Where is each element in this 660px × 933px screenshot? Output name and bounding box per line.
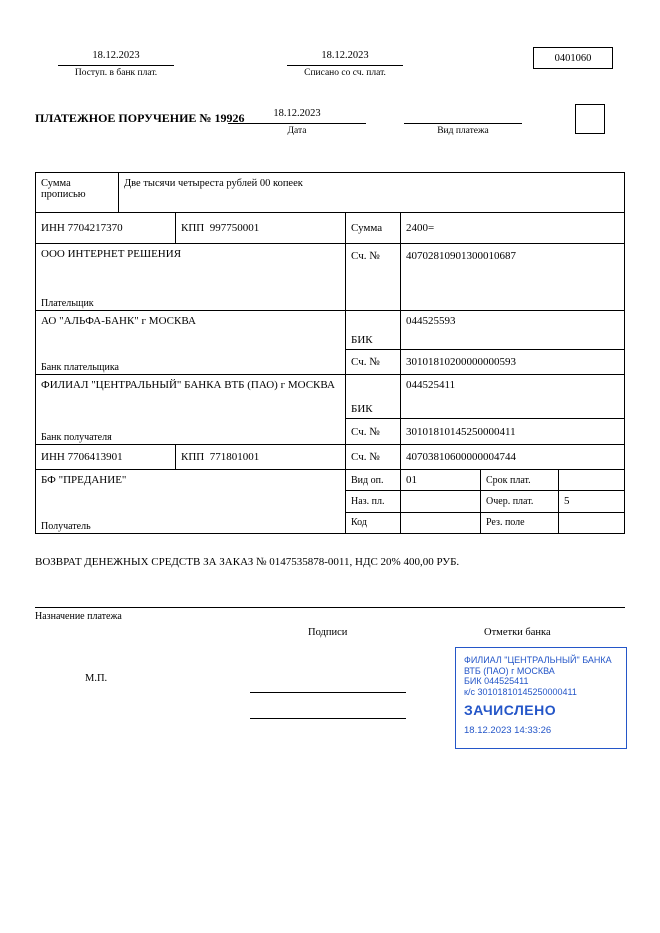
payment-form-table — [35, 172, 625, 534]
stamp-place-label: М.П. — [85, 673, 108, 684]
payer-bank-row — [36, 311, 624, 375]
payment-kind-value — [404, 108, 522, 124]
payee-cell — [36, 470, 346, 533]
signature-line-1 — [250, 692, 406, 693]
op-kind-label: Вид оп. — [346, 470, 401, 490]
payee-inn: ИНН 7706413901 — [36, 445, 176, 469]
payment-term-label: Срок плат. — [481, 470, 559, 490]
payee-bank-details — [346, 375, 624, 444]
payee-row — [36, 470, 624, 533]
payee-account: 40703810600000004744 — [406, 451, 516, 463]
payee-bank-row — [36, 375, 624, 445]
received-date-label: Поступ. в банк плат. — [74, 68, 158, 78]
payee-bank-account-label: Сч. № — [346, 419, 401, 444]
payer-bank-account: 30101810200000000593 — [406, 356, 516, 368]
signature-line-2 — [250, 718, 406, 719]
payer-bank-details — [346, 311, 624, 374]
payer-account: 40702810901300010687 — [406, 250, 516, 262]
purpose-code-subrow — [346, 491, 624, 512]
document-date-value: 18.12.2023 — [228, 108, 366, 124]
payee-kpp: КПП 771801001 — [176, 445, 346, 469]
payer-bank-bik-subrow — [346, 311, 624, 350]
payer-bank-cell — [36, 311, 346, 374]
payer-bank-account-label: Сч. № — [346, 350, 401, 374]
stamp-corr-account: к/с 30101810145250000411 — [464, 686, 577, 697]
payer-bank-bik: 044525593 — [406, 315, 456, 327]
debited-date-label: Списано со сч. плат. — [304, 68, 386, 78]
payment-purpose-rule — [35, 607, 625, 608]
payer-row — [36, 244, 624, 311]
form-code-box: 0401060 — [533, 47, 613, 69]
amount-words-row — [36, 173, 624, 213]
payer-account-label: Сч. № — [346, 244, 401, 310]
payee-row-label: Получатель — [41, 521, 91, 532]
code-value — [401, 513, 481, 533]
payee-bank-bik: 044525411 — [406, 379, 456, 391]
code-subrow — [346, 513, 624, 533]
payer-inn-row — [36, 213, 624, 244]
priority-label: Очер. плат. — [481, 491, 559, 511]
payee-bank-bik-subrow — [346, 375, 624, 419]
payee-bank-account-subrow — [346, 419, 624, 444]
reserve-field-value — [559, 513, 624, 533]
payer-row-label: Плательщик — [41, 298, 94, 309]
payee-bank-cell — [36, 375, 346, 444]
bank-stamp — [455, 647, 627, 749]
debited-date-block — [287, 50, 403, 78]
payer-kpp: КПП 997750001 — [176, 213, 346, 243]
payment-kind-block — [404, 108, 522, 136]
payer-cell — [36, 244, 346, 310]
received-date-block — [58, 50, 174, 78]
sum-value: 2400= — [406, 222, 435, 234]
op-kind-value: 01 — [401, 470, 481, 490]
amount-words-label: Сумма прописью — [36, 173, 119, 212]
payer-bank-row-label: Банк плательщика — [41, 362, 119, 373]
payer-inn: ИНН 7704217370 — [36, 213, 176, 243]
purpose-code-label: Наз. пл. — [346, 491, 401, 511]
payer-name: ООО ИНТЕРНЕТ РЕШЕНИЯ — [41, 248, 182, 260]
stamp-status: ЗАЧИСЛЕНО — [464, 702, 557, 718]
status-code-box — [575, 104, 605, 134]
document-title: ПЛАТЕЖНОЕ ПОРУЧЕНИЕ № 19926 — [35, 111, 245, 125]
priority-value: 5 — [564, 495, 570, 508]
received-date-value: 18.12.2023 — [58, 50, 174, 66]
payee-bank-account: 30101810145250000411 — [406, 425, 516, 438]
document-date-label: Дата — [287, 126, 307, 136]
stamp-bank-name-line2: ВТБ (ПАО) г МОСКВА — [464, 665, 555, 676]
debited-date-value: 18.12.2023 — [287, 50, 403, 66]
stamp-bik: БИК 044525411 — [464, 676, 529, 686]
payer-bank-bik-label: БИК — [346, 311, 401, 349]
payment-term-value — [559, 470, 624, 490]
stamp-datetime: 18.12.2023 14:33:26 — [464, 725, 552, 736]
payer-bank-name: АО "АЛЬФА-БАНК" г МОСКВА — [41, 315, 196, 327]
purpose-code-value — [401, 491, 481, 511]
stamp-bank-name-line1: ФИЛИАЛ "ЦЕНТРАЛЬНЫЙ" БАНКА — [464, 655, 612, 665]
payee-account-label: Сч. № — [346, 445, 401, 469]
payee-bank-bik-label: БИК — [346, 375, 401, 418]
payee-operation-details — [346, 470, 624, 533]
document-date-block — [228, 108, 366, 136]
op-kind-subrow — [346, 470, 624, 491]
code-label: Код — [346, 513, 401, 533]
signatures-label: Подписи — [308, 627, 348, 638]
payee-name: БФ "ПРЕДАНИЕ" — [41, 474, 127, 486]
amount-words-value: Две тысячи четыреста рублей 00 копеек — [124, 178, 303, 189]
payee-bank-name: ФИЛИАЛ "ЦЕНТРАЛЬНЫЙ" БАНКА ВТБ (ПАО) г МОСКВА — [41, 379, 335, 391]
payee-inn-row — [36, 445, 624, 470]
payment-purpose-text: ВОЗВРАТ ДЕНЕЖНЫХ СРЕДСТВ ЗА ЗАКАЗ № 0147535878-0011, НДС 20% 400,00 РУБ. — [35, 556, 460, 568]
payer-bank-account-subrow — [346, 350, 624, 374]
reserve-field-label: Рез. поле — [481, 513, 559, 533]
bank-marks-label: Отметки банка — [484, 627, 551, 638]
payee-bank-row-label: Банк получателя — [41, 432, 112, 443]
payment-kind-label: Вид платежа — [437, 126, 489, 136]
sum-label: Сумма — [346, 213, 401, 243]
payment-purpose-label: Назначение платежа — [35, 611, 122, 622]
